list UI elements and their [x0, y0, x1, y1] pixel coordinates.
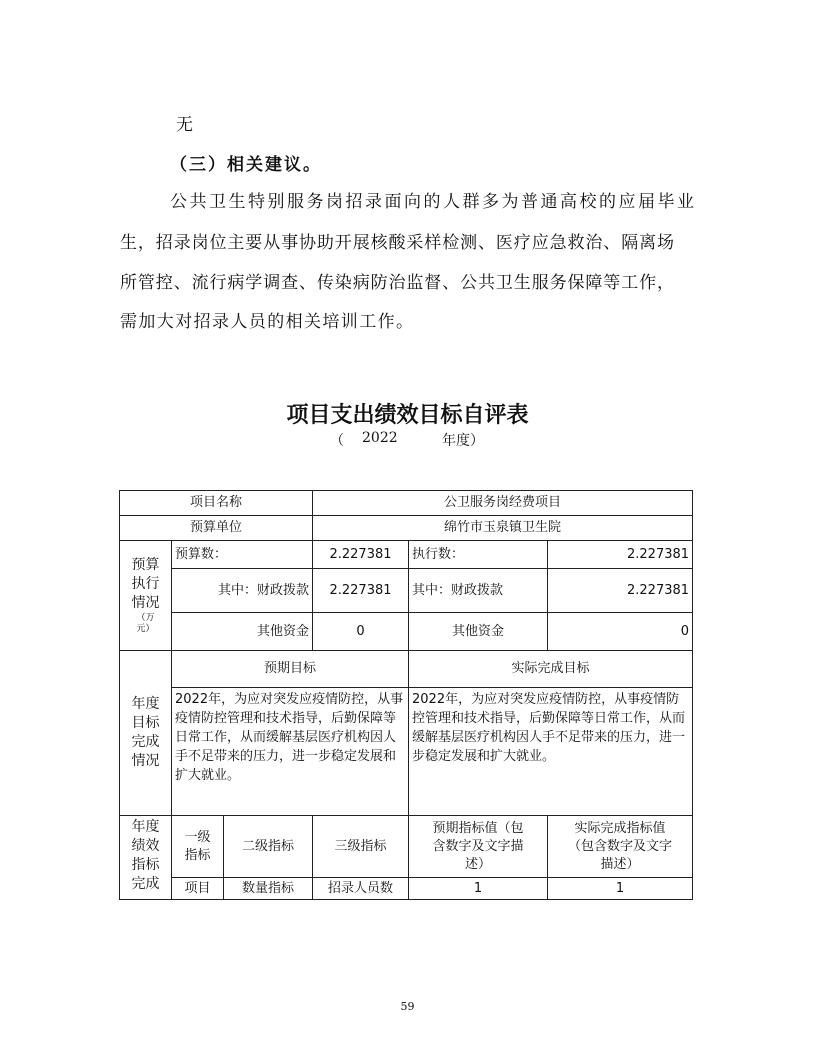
row1-level1: 项目: [172, 878, 224, 900]
row-indicator-header: [120, 816, 693, 878]
goal-side-label: [120, 651, 172, 816]
goal-side-line-4: 情况: [131, 753, 160, 769]
goal-side-line-3: 完成: [131, 734, 160, 750]
row1-actual: 1: [548, 878, 693, 900]
other-funds-label: 其他资金: [172, 613, 313, 651]
indicator-side-line-2: 绩效: [131, 838, 160, 854]
col-expected-line-3: 述）: [464, 856, 491, 872]
indicator-side-label: [120, 816, 172, 900]
project-name-label: 项目名称: [120, 491, 313, 516]
row-other-funds: [120, 613, 693, 651]
row-goal-text: [120, 688, 693, 816]
expected-goal-header: 预期目标: [172, 651, 409, 688]
goal-side-line-1: 年度: [131, 696, 160, 712]
col-expected-line-1: 预期指标值（包: [432, 820, 524, 836]
budget-side-line-1: 预算: [131, 557, 160, 573]
table-row: [120, 878, 693, 900]
exec-amount-label: 执行数：: [409, 541, 548, 569]
text-none: 无: [176, 115, 195, 135]
col-level1-line-1: 一级: [184, 829, 211, 845]
fiscal-budget-value: 2.227381: [313, 569, 409, 613]
indicator-side-line-3: 指标: [131, 857, 160, 873]
budget-side-line-2: 执行: [131, 576, 160, 592]
col-level2-header: 二级指标: [224, 816, 313, 878]
other-funds-exec-value: 0: [548, 613, 693, 651]
col-expected-header: [409, 816, 548, 878]
budget-side-line-3: 情况: [131, 595, 160, 611]
indicator-side-line-1: 年度: [131, 819, 160, 835]
year-value: 2022: [362, 430, 398, 446]
section-heading: （三）相关建议。: [170, 155, 322, 175]
page-number: 59: [400, 1000, 415, 1013]
row-project-name: [120, 491, 693, 516]
fiscal-exec-label: 其中：财政拨款: [409, 569, 548, 613]
budget-side-label: [120, 541, 172, 651]
row-fiscal: [120, 569, 693, 613]
fiscal-label: 其中：财政拨款: [172, 569, 313, 613]
row1-level3: 招录人员数: [313, 878, 409, 900]
row-goal-header: [120, 651, 693, 688]
actual-goal-header: 实际完成目标: [409, 651, 693, 688]
budget-amount-value: 2.227381: [313, 541, 409, 569]
budget-unit-label: 预算单位: [120, 516, 313, 541]
row-budget-unit: [120, 516, 693, 541]
budget-unit-value: 绵竹市玉泉镇卫生院: [313, 516, 693, 541]
col-actual-line-2: （包含数字及文字: [568, 838, 673, 854]
fiscal-exec-value: 2.227381: [548, 569, 693, 613]
indicator-side-line-4: 完成: [131, 876, 160, 892]
year-open: （: [330, 433, 344, 449]
col-level1-header: [172, 816, 224, 878]
col-level1-line-2: 指标: [184, 847, 211, 863]
paragraph-line-4: 需加大对招录人员的相关培训工作。: [120, 312, 415, 332]
form-title: 项目支出绩效目标自评表: [286, 403, 529, 428]
row1-level2: 数量指标: [224, 878, 313, 900]
expected-goal-text: 2022年，为应对突发应疫情防控，从事疫情防控管理和技术指导，后勤保障等日常工作，从而缓解基层医疗机构因人手不足带来的压力，进一步稳定发展和扩大就业。: [172, 688, 409, 816]
goal-side-line-2: 目标: [131, 715, 160, 731]
paragraph-line-1: 公共卫生特别服务岗招录面向的人群多为普通高校的应届毕业: [170, 192, 697, 212]
col-level3-header: 三级指标: [313, 816, 409, 878]
col-actual-line-1: 实际完成指标值: [574, 820, 666, 836]
col-actual-line-3: 描述）: [600, 856, 640, 872]
project-name-value: 公卫服务岗经费项目: [313, 491, 693, 516]
actual-goal-text: 2022年，为应对突发应疫情防控，从事疫情防控管理和技术指导，后勤保障等日常工作，从而缓解基层医疗机构因人手不足带来的压力，进一步稳定发展和扩大就业。: [409, 688, 693, 816]
self-evaluation-table: [119, 490, 693, 900]
col-expected-line-2: 含数字及文字描: [432, 838, 524, 854]
paragraph-line-2: 生，招录岗位主要从事协助开展核酸采样检测、医疗应急救治、隔离场: [120, 233, 675, 253]
year-close: 年度）: [442, 433, 484, 449]
budget-amount-label: 预算数：: [172, 541, 313, 569]
exec-amount-value: 2.227381: [548, 541, 693, 569]
budget-side-unit-2: 元）: [136, 624, 155, 634]
row-budget-amount: [120, 541, 693, 569]
paragraph-line-3: 所管控、流行病学调查、传染病防治监督、公共卫生服务保障等工作，: [120, 273, 675, 293]
other-funds-budget-value: 0: [313, 613, 409, 651]
other-funds-exec-label: 其他资金: [409, 613, 548, 651]
col-actual-header: [548, 816, 693, 878]
row1-expected: 1: [409, 878, 548, 900]
budget-side-unit-1: （万: [136, 613, 155, 623]
